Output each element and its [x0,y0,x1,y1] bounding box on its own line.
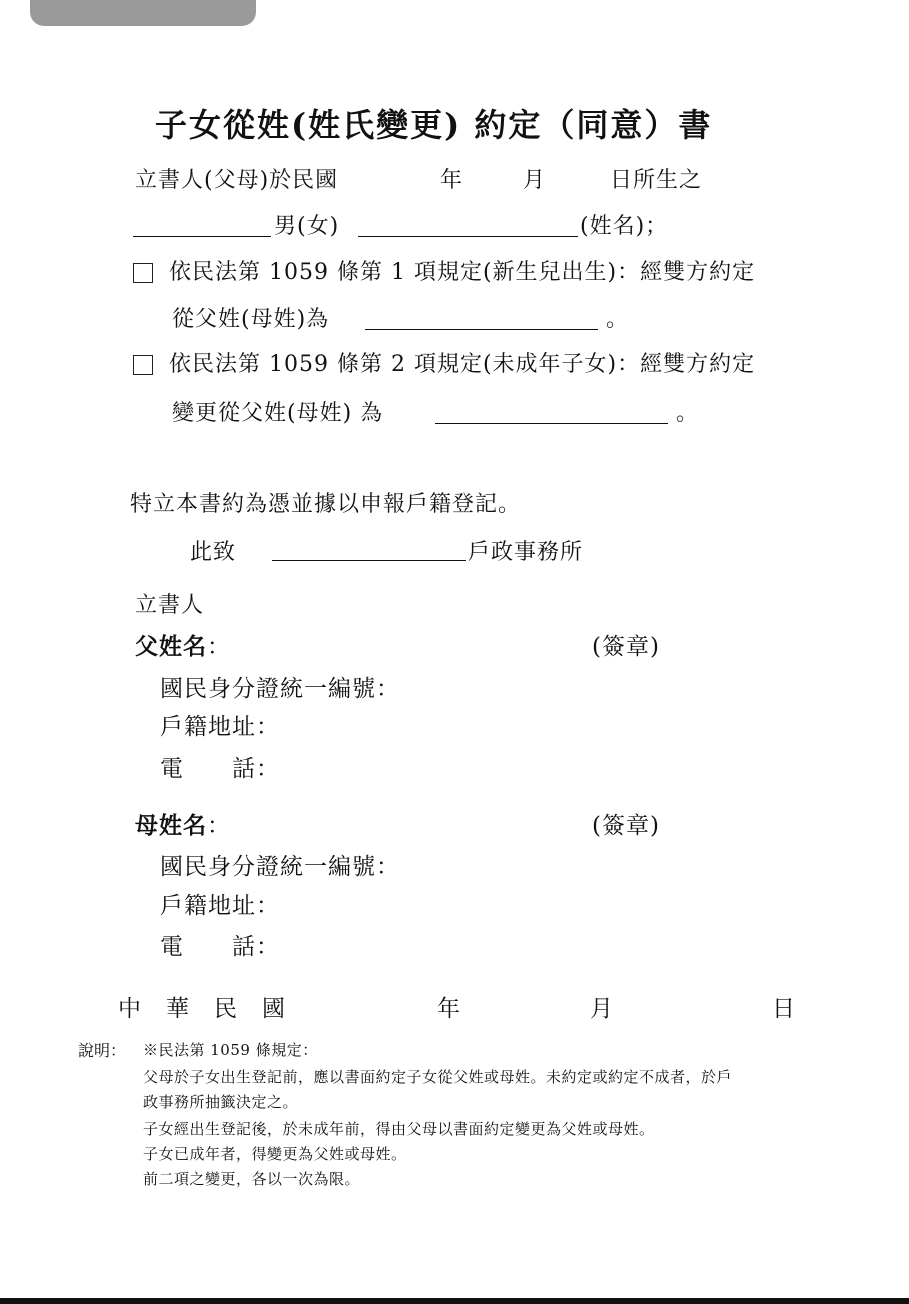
option1-period: 。 [606,307,630,332]
addressee-prefix: 此致 [190,540,237,565]
notes-line-5: 前二項之變更，各以一次為限。 [143,1170,361,1188]
option2-surname-blank[interactable] [435,401,668,424]
mother-seal: (簽章) [592,813,660,839]
father-seal: (簽章) [592,634,660,660]
date-day-label: 日 [772,996,796,1022]
notes-line-2: 政事務所抽籤決定之。 [143,1093,299,1111]
household-office-blank[interactable] [272,538,466,561]
intro-year-label: 年 [440,168,464,193]
father-id-label: 國民身分證統一編號： [160,676,400,702]
father-name-label: 父姓名 [135,633,207,660]
page-title: 子女從姓(姓氏變更) 約定（同意）書 [155,106,713,144]
notes-line-4: 子女已成年者，得變更為父姓或母姓。 [143,1145,407,1163]
bottom-bar [0,1298,909,1304]
date-year-label: 年 [437,996,461,1022]
signer-heading: 立書人 [135,593,205,618]
father-name-row [135,628,231,661]
mother-phone-label: 電 話： [160,934,280,960]
mother-name-colon: ： [207,813,231,839]
intro-day-label: 日所生之 [610,168,703,193]
father-phone-label: 電 話： [160,756,280,782]
mother-name-label: 母姓名 [135,812,207,839]
option1-checkbox[interactable] [133,263,153,283]
notes-label: 說明： [78,1041,127,1060]
option1-text: 依民法第 1059 條第 1 項規定(新生兒出生)：經雙方約定 [169,260,756,285]
notes-line-1: 父母於子女出生登記前，應以書面約定子女從父姓或母姓。未約定或約定不成者，於戶 [143,1068,733,1086]
mother-name-row [135,807,231,840]
option2-row[interactable] [133,347,755,378]
mother-address-label: 戶籍地址： [160,893,280,919]
option1-line2-label: 從父姓(母姓)為 [172,307,330,332]
notes-heading: ※民法第 1059 條規定： [143,1041,318,1059]
option2-period: 。 [676,401,700,426]
top-tab-overlay [30,0,256,26]
father-name-colon: ： [207,634,231,660]
option2-checkbox[interactable] [133,355,153,375]
option2-line2-label: 變更從父姓(母姓) 為 [172,401,384,426]
date-month-label: 月 [590,996,614,1022]
addressee-suffix: 戶政事務所 [468,540,584,565]
father-address-label: 戶籍地址： [160,714,280,740]
child-name-blank[interactable] [358,214,578,237]
option1-row[interactable] [133,255,755,286]
name-suffix-label: (姓名)； [580,214,669,239]
intro-month-label: 月 [523,168,547,193]
notes-line-3: 子女經出生登記後，於未成年前，得由父母以書面約定變更為父姓或母姓。 [143,1120,655,1138]
option2-text: 依民法第 1059 條第 2 項規定(未成年子女)：經雙方約定 [169,352,756,377]
intro-prefix: 立書人(父母)於民國 [135,168,339,193]
male-female-label: 男(女) [274,214,340,239]
date-era: 中 華 民 國 [118,996,286,1022]
mother-id-label: 國民身分證統一編號： [160,854,400,880]
child-surname-blank[interactable] [133,214,271,237]
statement: 特立本書約為憑並據以申報戶籍登記。 [130,492,522,517]
option1-surname-blank[interactable] [365,307,598,330]
